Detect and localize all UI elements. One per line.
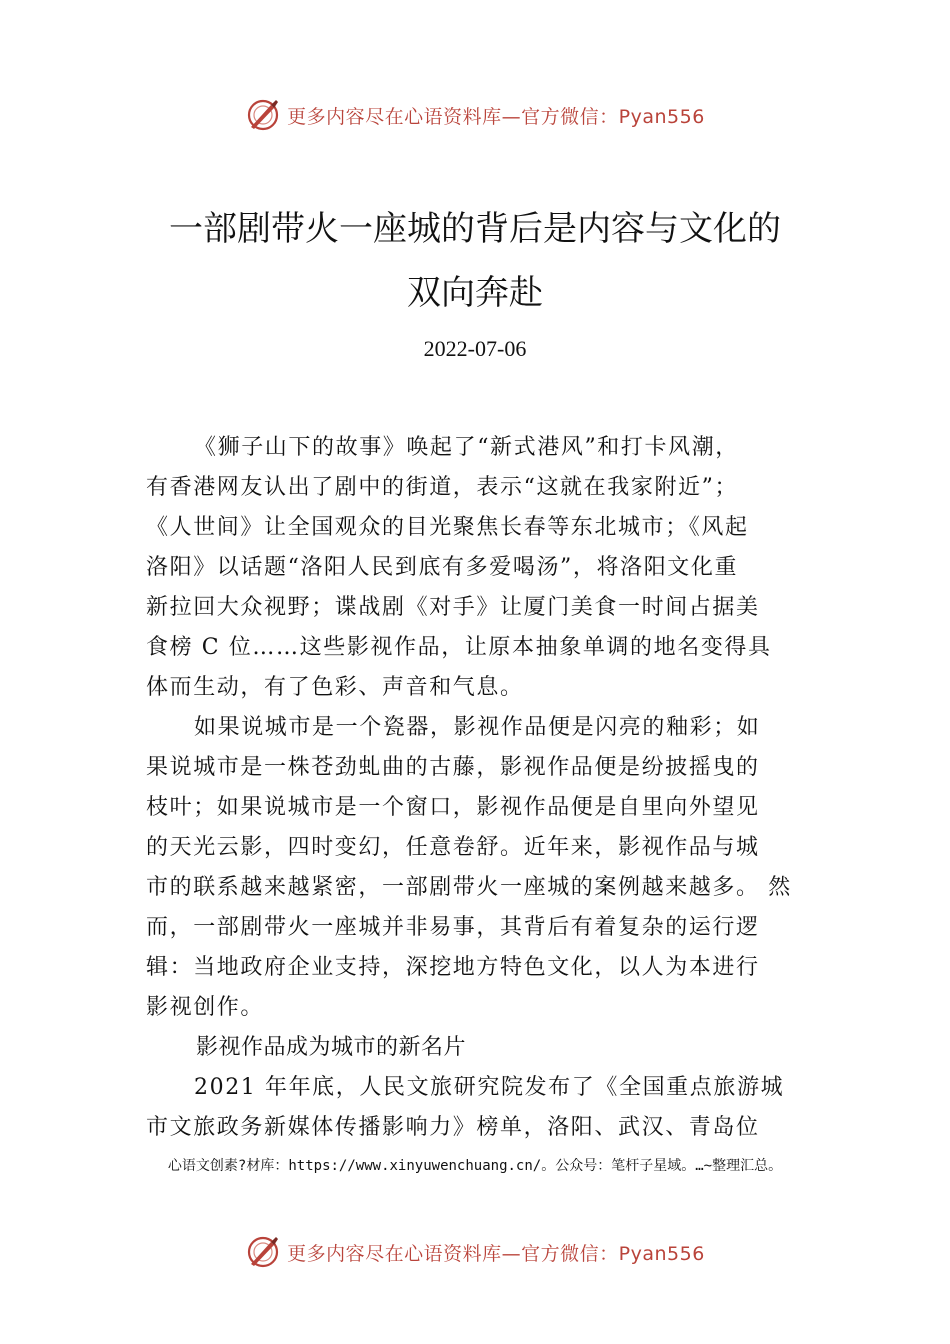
paragraph-line: 的天光云影，四时变幻，任意卷舒。近年来，影视作品与城 <box>146 835 760 860</box>
paragraph-line: 洛阳》以话题“洛阳人民到底有多爱喝汤”，将洛阳文化重 <box>146 555 739 580</box>
paragraph-line: 辑：当地政府企业支持，深挖地方特色文化，以人为本进行 <box>146 955 760 980</box>
top-banner <box>0 95 950 135</box>
paragraph-line: 《人世间》让全国观众的目光聚焦长春等东北城市；《风起 <box>146 515 749 540</box>
paragraph-line: 影视创作。 <box>146 995 265 1020</box>
paragraph-line: 果说城市是一株苍劲虬曲的古藤，影视作品便是纷披摇曳的 <box>146 755 760 780</box>
paragraph-line: 新拉回大众视野；谍战剧《对手》让厦门美食一时间占据美 <box>146 595 760 620</box>
paragraph-line: 市的联系越来越紧密，一部剧带火一座城的案例越来越多。 然 <box>146 875 792 900</box>
banner-text: 更多内容尽在心语资料库—官方微信：Pyan556 <box>287 105 705 128</box>
paragraph-line: 市文旅政务新媒体传播影响力》榜单，洛阳、武汉、青岛位 <box>146 1115 760 1140</box>
bottom-banner <box>0 1232 950 1272</box>
paragraph-line: 如果说城市是一个瓷器，影视作品便是闪亮的釉彩；如 <box>194 715 761 740</box>
banner-text: 更多内容尽在心语资料库—官方微信：Pyan556 <box>287 1242 705 1265</box>
paragraph-3 <box>146 1068 808 1148</box>
section-heading: 影视作品成为城市的新名片 <box>196 1035 467 1060</box>
paragraph-line: 有香港网友认出了剧中的街道，表示“这就在我家附近”； <box>146 475 739 500</box>
brush-logo-icon <box>245 1234 281 1270</box>
paragraph-line: 食榜 C 位……这些影视作品，让原本抽象单调的地名变得具 <box>146 635 772 660</box>
article-date: 2022-07-06 <box>423 336 527 361</box>
paragraph-2 <box>146 708 808 1028</box>
brush-logo-icon <box>245 97 281 133</box>
paragraph-line: 2021 年年底，人民文旅研究院发布了《全国重点旅游城 <box>194 1075 785 1100</box>
paragraph-line: 《狮子山下的故事》唤起了“新式港风”和打卡风潮， <box>194 435 739 460</box>
paragraph-line: 枝叶；如果说城市是一个窗口，影视作品便是自里向外望见 <box>146 795 760 820</box>
article-body <box>146 428 808 1148</box>
article-title-line-2: 双向奔赴 <box>407 273 543 313</box>
paragraph-line: 而，一部剧带火一座城并非易事，其背后有着复杂的运行逻 <box>146 915 760 940</box>
paragraph-1 <box>146 428 808 708</box>
article-title-line-1: 一部剧带火一座城的背后是内容与文化的 <box>169 209 781 249</box>
footer-note: 心语文创素?材库：https://www.xinyuwenchuang.cn/。公众号：笔杆子星域。…~整理汇总。 <box>167 1158 783 1174</box>
paragraph-line: 体而生动，有了色彩、声音和气息。 <box>146 675 524 700</box>
